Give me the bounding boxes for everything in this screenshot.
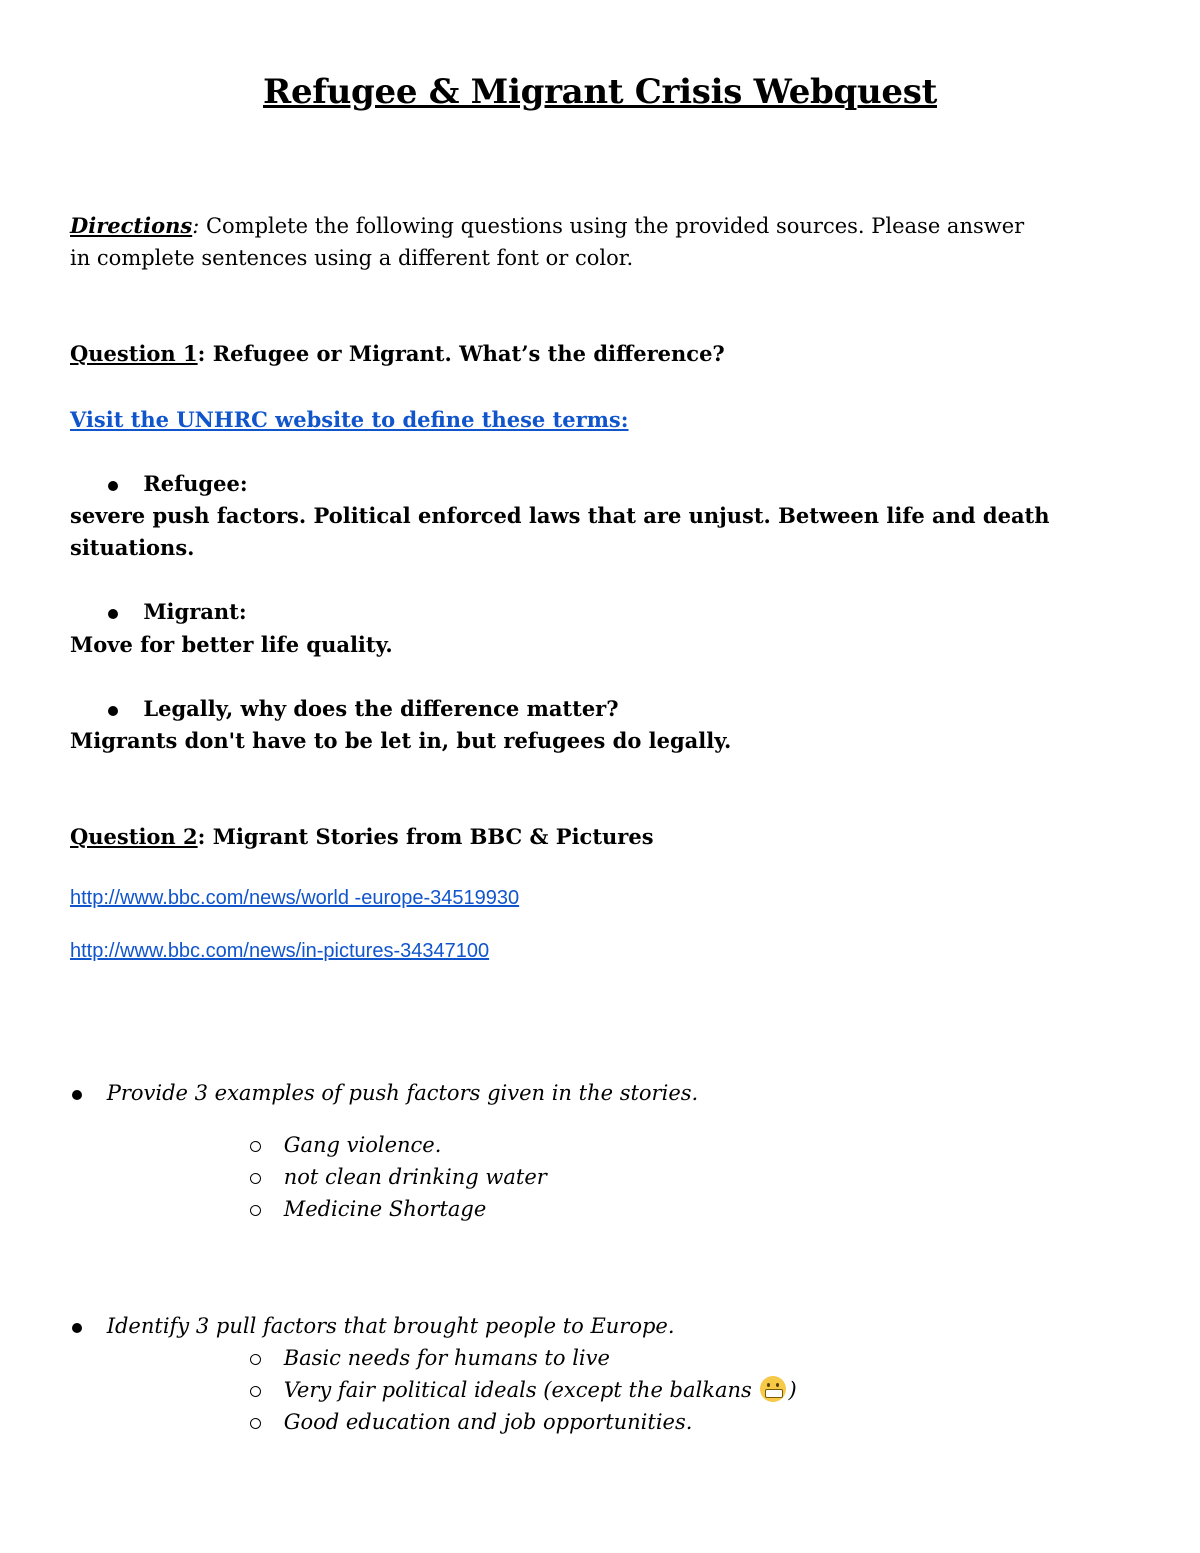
bullet-icon bbox=[72, 1323, 82, 1333]
push-prompt-text: Provide 3 examples of push factors given in the stories. bbox=[106, 1081, 699, 1105]
refugee-answer-line1: severe push factors. Political enforced laws that are unjust. Between life and death bbox=[70, 503, 1050, 528]
directions-label: Directions bbox=[70, 213, 193, 238]
directions-paragraph bbox=[70, 210, 1024, 274]
pull-answer-suffix: ) bbox=[788, 1378, 797, 1402]
pull-answer-3 bbox=[250, 1406, 692, 1438]
question2-heading bbox=[70, 821, 654, 853]
question2-colon: : bbox=[197, 824, 206, 849]
question1-heading bbox=[70, 338, 725, 370]
sub-bullet-icon bbox=[250, 1418, 261, 1429]
sub-bullet-icon bbox=[250, 1386, 261, 1397]
bbc-in-pictures-link[interactable]: http://www.bbc.com/news/in-pictures-34347100 bbox=[70, 940, 490, 962]
refugee-bullet bbox=[108, 468, 248, 500]
migrant-label: Migrant: bbox=[143, 599, 247, 624]
migrant-answer: Move for better life quality. bbox=[70, 632, 393, 657]
push-answer-text: Gang violence. bbox=[283, 1133, 442, 1157]
push-answer-2 bbox=[250, 1161, 547, 1193]
question1-label: Question 1 bbox=[70, 341, 198, 366]
question1-text: Refugee or Migrant. What’s the difference? bbox=[205, 341, 725, 366]
push-answer-text: not clean drinking water bbox=[283, 1165, 547, 1189]
pull-answer-2 bbox=[250, 1374, 797, 1406]
bullet-icon bbox=[72, 1090, 82, 1100]
sub-bullet-icon bbox=[250, 1354, 261, 1365]
bullet-icon bbox=[108, 706, 118, 716]
sub-bullet-icon bbox=[250, 1141, 261, 1152]
pull-answer-text: Basic needs for humans to live bbox=[283, 1346, 610, 1370]
legal-bullet bbox=[108, 693, 619, 725]
push-answer-1 bbox=[250, 1129, 441, 1161]
directions-colon: : bbox=[192, 214, 200, 238]
pull-answer-text: Good education and job opportunities. bbox=[283, 1410, 693, 1434]
push-answer-3 bbox=[250, 1193, 486, 1225]
question1-colon: : bbox=[197, 341, 206, 366]
legal-answer: Migrants don't have to be let in, but refugees do legally. bbox=[70, 728, 732, 753]
refugee-answer bbox=[70, 500, 1050, 564]
bbc-world-europe-link[interactable]: http://www.bbc.com/news/world -europe-34519930 bbox=[70, 887, 520, 909]
directions-line1: Complete the following questions using the provided sources. Please answer bbox=[199, 214, 1025, 238]
push-answer-text: Medicine Shortage bbox=[283, 1197, 487, 1221]
push-prompt bbox=[72, 1077, 698, 1109]
legal-label: Legally, why does the difference matter? bbox=[143, 696, 619, 721]
question2-text: Migrant Stories from BBC & Pictures bbox=[205, 824, 654, 849]
pull-answer-1 bbox=[250, 1342, 610, 1374]
migrant-bullet bbox=[108, 596, 247, 628]
bullet-icon bbox=[108, 609, 118, 619]
sub-bullet-icon bbox=[250, 1205, 261, 1216]
pull-answer-text: Very fair political ideals (except the balkans bbox=[283, 1378, 752, 1402]
page-title: Refugee & Migrant Crisis Webquest bbox=[263, 72, 937, 112]
directions-line2: in complete sentences using a different font or color. bbox=[70, 246, 634, 270]
pull-prompt-text: Identify 3 pull factors that brought people to Europe. bbox=[106, 1314, 675, 1338]
question2-label: Question 2 bbox=[70, 824, 198, 849]
grimacing-face-icon bbox=[760, 1376, 786, 1402]
refugee-answer-line2: situations. bbox=[70, 535, 195, 560]
bullet-icon bbox=[108, 481, 118, 491]
sub-bullet-icon bbox=[250, 1173, 261, 1184]
pull-prompt bbox=[72, 1310, 675, 1342]
unhrc-link[interactable]: Visit the UNHRC website to define these terms: bbox=[70, 407, 629, 432]
refugee-label: Refugee: bbox=[143, 471, 248, 496]
